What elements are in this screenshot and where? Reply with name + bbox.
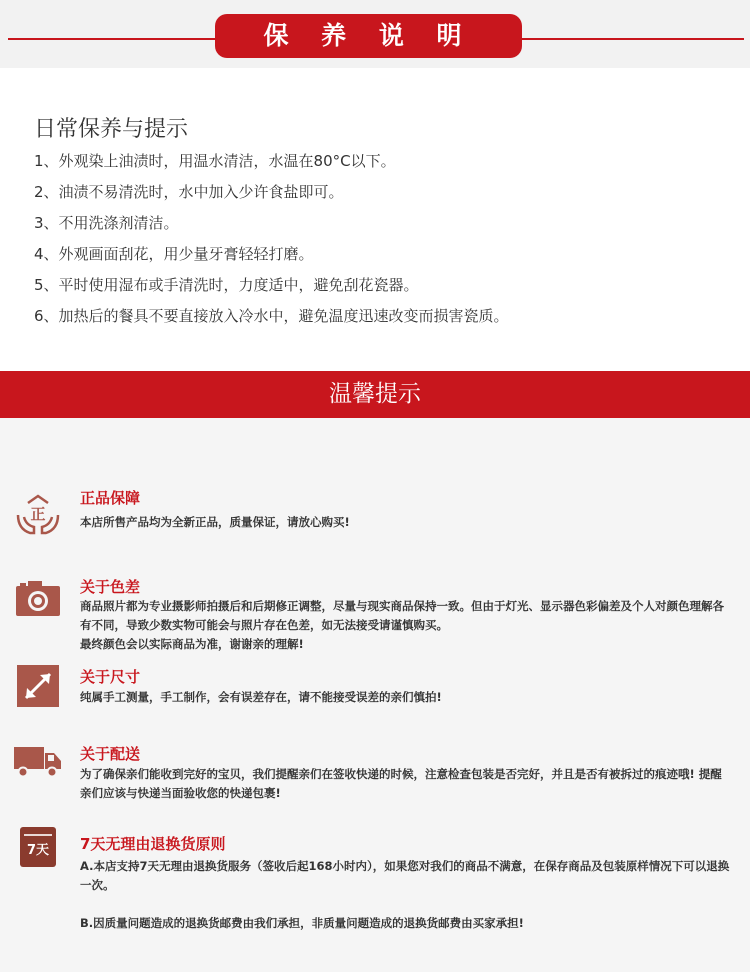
seven-day-icon — [12, 827, 64, 873]
tip-item: 3、不用洗涤剂清洁。 — [34, 214, 179, 232]
item-body — [80, 765, 730, 803]
tip-item: 4、外观画面刮花，用少量牙膏轻轻打磨。 — [34, 245, 314, 263]
care-title: 保 养 说 明 — [215, 14, 522, 58]
care-header — [0, 0, 750, 68]
camera-icon — [12, 576, 64, 622]
item-line: 最终颜色会以实际商品为准，谢谢亲的理解! — [80, 637, 304, 651]
item-body — [80, 513, 730, 532]
delivery-truck-icon — [12, 741, 64, 787]
tip-item: 1、外观染上油渍时，用温水清洁，水温在80°C以下。 — [34, 152, 396, 170]
tip-item: 5、平时使用湿布或手清洗时，力度适中，避免刮花瓷器。 — [34, 276, 419, 294]
svg-text:正: 正 — [30, 505, 46, 523]
seven-day-icon-label: 7天 — [26, 843, 50, 858]
item-line: 为了确保亲们能收到完好的宝贝，我们提醒亲们在签收快递的时候，注意检查包装是否完好，并且是否有被拆过的痕迹哦! 提醒亲们应该与快递当面验收您的快递包裹! — [80, 767, 722, 800]
tips-heading: 日常保养与提示 — [34, 117, 189, 142]
tip-item: 2、油渍不易清洗时，水中加入少许食盐即可。 — [34, 183, 344, 201]
item-title: 7天无理由退换货原则 — [80, 835, 226, 853]
tip-item: 6、加热后的餐具不要直接放入冷水中，避免温度迅速改变而损害瓷质。 — [34, 307, 509, 325]
notice-banner: 温馨提示 — [0, 371, 750, 418]
genuine-hands-icon — [12, 493, 64, 539]
item-title: 关于尺寸 — [80, 668, 141, 686]
item-line: 本店所售产品均为全新正品，质量保证，请放心购买! — [80, 515, 350, 529]
item-line: B.因质量问题造成的退换货邮费由我们承担，非质量问题造成的退换货邮费由买家承担! — [80, 916, 524, 930]
item-body — [80, 688, 730, 707]
item-line: A.本店支持7天无理由退换货服务（签收后起168小时内），如果您对我们的商品不满意，在保存商品及包装原样情况下可以退换一次。 — [80, 859, 730, 892]
item-line: 纯属手工测量，手工制作，会有误差存在，请不能接受误差的亲们慎拍! — [80, 690, 442, 704]
item-line: 商品照片都为专业摄影师拍摄后和后期修正调整，尽量与现实商品保持一致。但由于灯光、显示器色彩偏差及个人对颜色理解各有不同，导致少数实物可能会与照片存在色差，如无法接受请谨慎购买。 — [80, 599, 724, 632]
item-title: 正品保障 — [80, 489, 141, 507]
resize-arrow-icon — [12, 664, 64, 710]
item-title: 关于色差 — [80, 578, 141, 596]
item-body — [80, 857, 730, 933]
tips-list — [34, 146, 509, 332]
item-title: 关于配送 — [80, 745, 141, 763]
item-body — [80, 597, 730, 654]
